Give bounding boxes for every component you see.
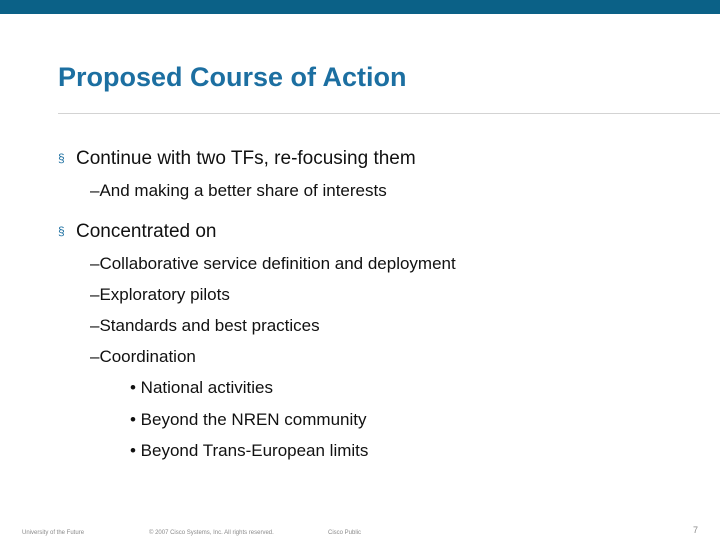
footer-copyright: © 2007 Cisco Systems, Inc. All rights reserved. xyxy=(149,530,274,536)
title-divider xyxy=(58,113,720,114)
sub-item-collaborative: –Collaborative service definition and deployment xyxy=(90,254,456,273)
bullet-item-concentrated xyxy=(58,219,217,244)
sub-item-standards: –Standards and best practices xyxy=(90,316,320,335)
bullet-text: Concentrated on xyxy=(76,221,217,242)
slide-title: Proposed Course of Action xyxy=(58,62,407,92)
bullet-text: Continue with two TFs, re-focusing them xyxy=(76,148,416,169)
subsub-item-trans-european: • Beyond Trans-European limits xyxy=(130,441,369,460)
top-header-bar xyxy=(0,0,720,14)
subsub-item-nren: • Beyond the NREN community xyxy=(130,410,367,429)
sub-item-pilots: –Exploratory pilots xyxy=(90,285,230,304)
bullet-marker-icon: § xyxy=(58,224,65,238)
bullet-item-continue xyxy=(58,146,416,171)
bullet-marker-icon: § xyxy=(58,151,65,165)
subsub-item-national: • National activities xyxy=(130,378,273,397)
sub-item-share-interests: –And making a better share of interests xyxy=(90,181,387,200)
sub-item-coordination: –Coordination xyxy=(90,347,196,366)
footer-classification: Cisco Public xyxy=(328,530,362,536)
page-number: 7 xyxy=(692,525,698,535)
footer-left-text: University of the Future xyxy=(22,530,85,536)
